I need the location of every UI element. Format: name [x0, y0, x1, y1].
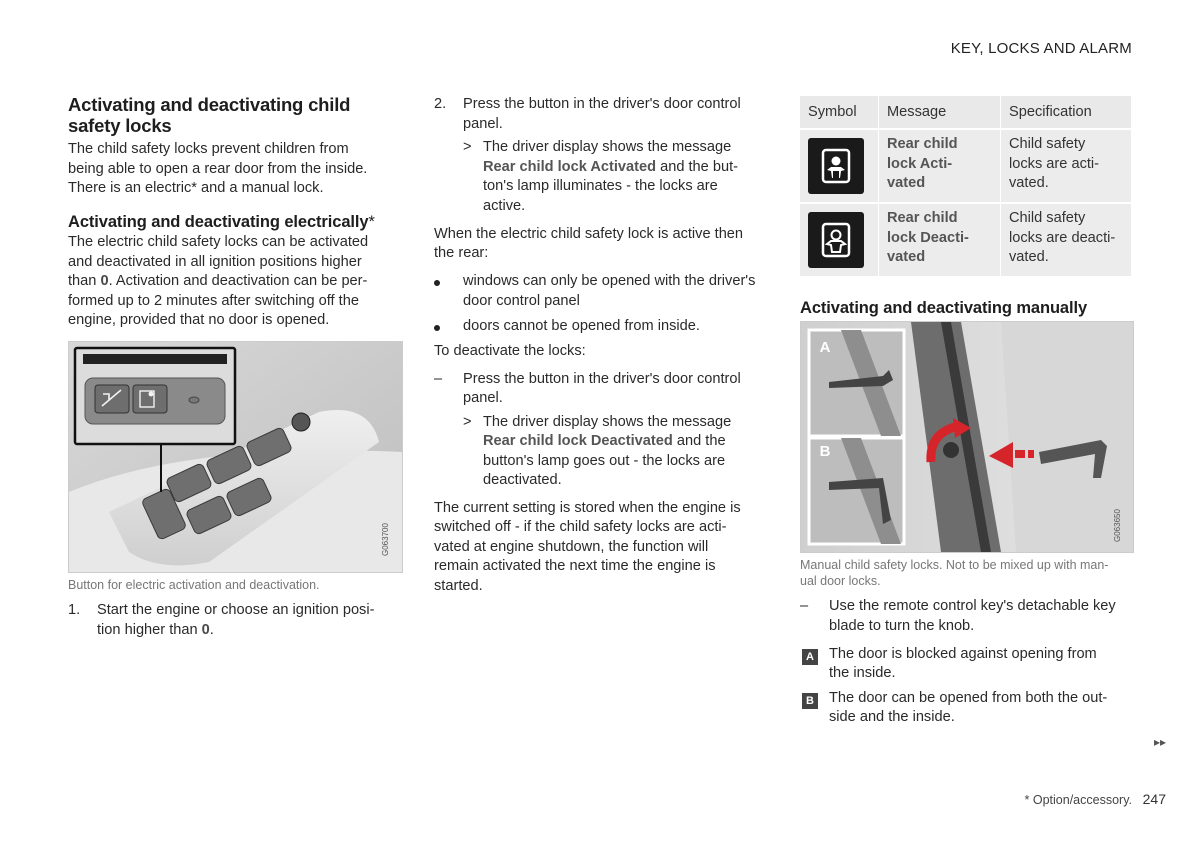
table-header-message: Message [879, 96, 1001, 129]
result2-line3: button's lamp goes out - the locks are [483, 453, 726, 469]
message-line: lock Deacti- [887, 229, 969, 246]
spec-line: Child safety [1009, 210, 1086, 226]
option-star: * [368, 213, 375, 231]
message-cell [879, 129, 1001, 203]
table-header-specification: Specification [1001, 96, 1132, 129]
stored-line-1: The current setting is stored when the engine is [434, 500, 741, 516]
result1-line2 [483, 158, 738, 178]
deactivate-dash: – [434, 371, 443, 387]
result2-marker: > [463, 414, 472, 430]
message-line: vated [887, 249, 926, 266]
result1-line4: active. [483, 198, 526, 214]
electric-line-5: engine, provided that no door is opened. [68, 312, 330, 328]
door-panel-illustration [68, 341, 403, 573]
stored-line-2: switched off - if the child safety locks are acti- [434, 519, 727, 535]
electric-line-1: The electric child safety locks can be activated [68, 234, 369, 250]
image-code-left: G063700 [381, 523, 390, 556]
electric-subtitle [68, 212, 375, 232]
message-line: Rear child [887, 136, 958, 152]
page-title-line2: safety locks [68, 115, 172, 136]
deactivate-step-line2: panel. [463, 390, 503, 406]
label-a-badge: A [802, 649, 818, 665]
continued-arrows-icon: ▸▸ [1153, 735, 1166, 749]
step1-line2-text: tion higher than [97, 622, 202, 638]
label-b-line2: side and the inside. [829, 709, 955, 725]
result1-line1: The driver display shows the message [483, 139, 732, 155]
label-b-line1: The door can be opened from both the out- [829, 690, 1108, 706]
result2-line4: deactivated. [483, 472, 562, 488]
message-line: vated [887, 175, 926, 192]
step2-number: 2. [434, 96, 447, 112]
bullet-dot-1 [434, 272, 440, 292]
table-header-symbol: Symbol [800, 96, 879, 129]
image-code-right: G063650 [1113, 509, 1122, 542]
spec-line: locks are deacti- [1009, 229, 1116, 246]
rear-child-lock-activated-message: Rear child lock Activated [483, 159, 657, 175]
child-lock-activated-icon [808, 138, 864, 194]
step1-line1: Start the engine or choose an ignition posi- [97, 602, 375, 618]
label-a-line1: The door is blocked against opening from [829, 646, 1097, 662]
bullet1-line1: windows can only be opened with the driver's [463, 273, 756, 289]
label-b-badge: B [802, 693, 818, 709]
deactivate-intro: To deactivate the locks: [434, 343, 586, 359]
child-lock-deactivated-icon [808, 212, 864, 268]
table-header-row [800, 96, 1132, 129]
table-row [800, 203, 1132, 276]
electric-line-3-end: . Activation and deactivation can be per- [108, 273, 368, 289]
result2-after: and the [672, 433, 726, 449]
intro-line-1: The child safety locks prevent children from [68, 141, 349, 157]
when-active-line1: When the electric child safety lock is active then [434, 226, 744, 242]
manual-subtitle: Activating and deactivating manually [800, 299, 1088, 317]
manual-lock-illustration [800, 321, 1134, 553]
bullet2-text: doors cannot be opened from inside. [463, 318, 700, 334]
electric-line-3-start: than [68, 273, 101, 289]
result2-line2 [483, 432, 726, 452]
result2-line1: The driver display shows the message [483, 414, 732, 430]
electric-line-2: and deactivated in all ignition positions higher [68, 254, 362, 270]
when-active-line2: the rear: [434, 245, 489, 261]
spec-line: vated. [1009, 249, 1049, 266]
step2-line2: panel. [463, 116, 503, 132]
manual-caption-line1: Manual child safety locks. Not to be mixed up with man- [800, 558, 1109, 572]
section-header: KEY, LOCKS AND ALARM [950, 40, 1132, 57]
bullet-dot-2 [434, 317, 440, 337]
step1-zero: 0 [201, 622, 210, 638]
result1-after: and the but- [656, 159, 738, 175]
step1-end: . [209, 622, 214, 638]
result1-marker: > [463, 139, 472, 155]
intro-line-2: being able to open a rear door from the inside. [68, 161, 368, 177]
result1-line3: ton's lamp illuminates - the locks are [483, 178, 718, 194]
page-title-line1: Activating and deactivating child [68, 94, 351, 115]
message-line: Rear child [887, 210, 958, 226]
electric-line-3 [68, 272, 367, 292]
rear-child-lock-deactivated-message: Rear child lock Deactivated [483, 433, 673, 449]
manual-dash: – [800, 598, 809, 614]
electric-line-4: formed up to 2 minutes after switching off the [68, 293, 359, 309]
step1-line2 [97, 621, 214, 641]
spec-line: vated. [1009, 175, 1049, 192]
electric-caption: Button for electric activation and deactivation. [68, 578, 320, 592]
label-a-line2: the inside. [829, 665, 896, 681]
spec-cell [1001, 129, 1132, 203]
message-cell [879, 203, 1001, 276]
page-number: 247 [1142, 791, 1166, 807]
stored-line-4: remain activated the next time the engine is [434, 558, 716, 574]
table-row [800, 129, 1132, 203]
inset-label-a: A [819, 339, 831, 356]
spec-line: Child safety [1009, 136, 1086, 152]
intro-line-3: There is an electric* and a manual lock. [68, 180, 324, 196]
spec-line: locks are acti- [1009, 155, 1100, 172]
message-line: lock Acti- [887, 155, 953, 172]
stored-line-5: started. [434, 578, 483, 594]
symbol-cell [800, 203, 879, 276]
manual-caption-line2: ual door locks. [800, 574, 881, 588]
manual-step-line2: blade to turn the knob. [829, 618, 975, 634]
manual-lock-drawing [801, 322, 1133, 552]
inset-label-b: B [819, 443, 831, 460]
option-footnote: * Option/accessory. [1024, 793, 1132, 807]
step2-line1: Press the button in the driver's door control [463, 96, 741, 112]
symbol-cell [800, 129, 879, 203]
ignition-zero: 0 [100, 273, 109, 289]
step1-number: 1. [68, 602, 81, 618]
stored-line-3: vated at engine shutdown, the function will [434, 539, 709, 555]
manual-step-line1: Use the remote control key's detachable key [829, 598, 1116, 614]
spec-cell [1001, 203, 1132, 276]
symbol-table [800, 96, 1132, 276]
door-panel-drawing [69, 342, 402, 572]
electric-subtitle-text: Activating and deactivating electrically [68, 213, 369, 231]
bullet1-line2: door control panel [463, 293, 580, 309]
deactivate-step-line1: Press the button in the driver's door control [463, 371, 741, 387]
